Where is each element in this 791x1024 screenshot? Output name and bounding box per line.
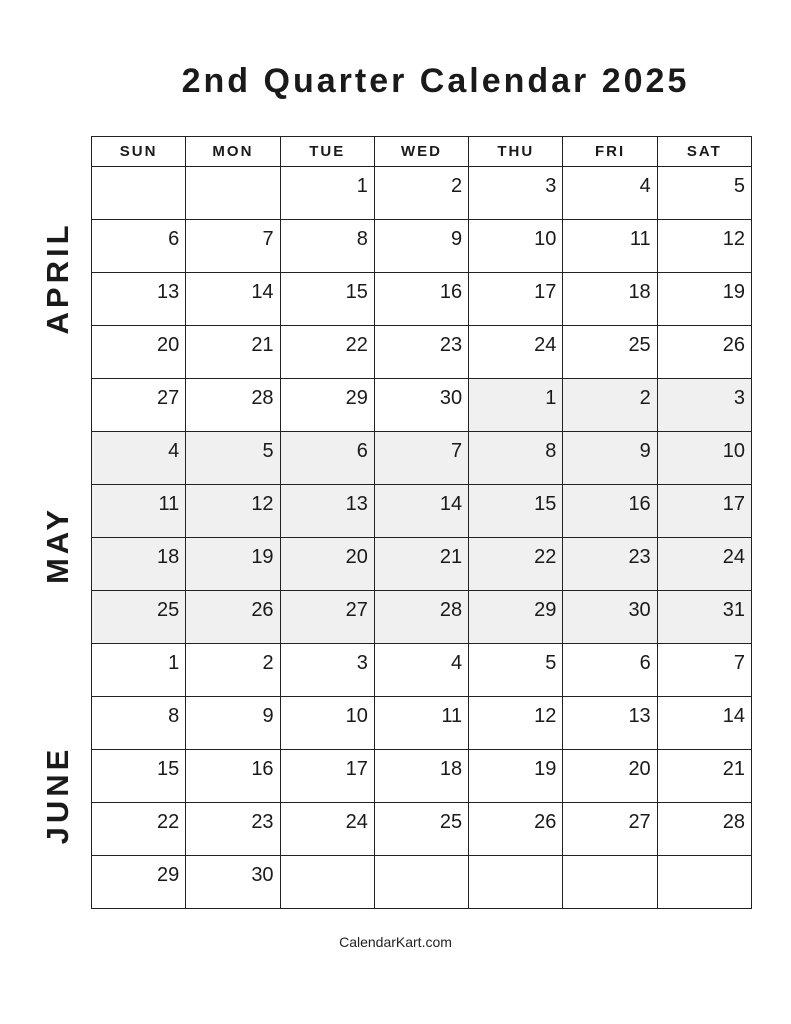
day-number: 27 xyxy=(628,811,651,833)
day-number: 3 xyxy=(356,652,368,674)
day-number: 30 xyxy=(251,864,274,886)
day-number: 24 xyxy=(722,546,745,568)
day-number: 17 xyxy=(345,758,368,780)
day-number: 14 xyxy=(722,705,745,727)
day-cell xyxy=(280,591,374,644)
day-cell xyxy=(374,220,468,273)
day-number: 18 xyxy=(628,281,651,303)
day-cell xyxy=(563,432,657,485)
day-number: 26 xyxy=(722,334,745,356)
footer-credit: CalendarKart.com xyxy=(339,934,452,950)
day-number: 17 xyxy=(534,281,557,303)
day-number: 2 xyxy=(451,175,463,197)
day-cell xyxy=(657,538,751,591)
day-number: 19 xyxy=(534,758,557,780)
day-number: 24 xyxy=(534,334,557,356)
day-number: 29 xyxy=(157,864,180,886)
day-cell xyxy=(280,432,374,485)
day-number: 2 xyxy=(262,652,274,674)
day-number: 25 xyxy=(628,334,651,356)
day-number: 11 xyxy=(441,705,463,727)
week-row xyxy=(92,803,752,856)
day-cell xyxy=(374,432,468,485)
day-cell xyxy=(469,697,563,750)
day-number: 4 xyxy=(639,175,651,197)
day-cell xyxy=(92,273,186,326)
week-row xyxy=(92,485,752,538)
weekday-header-wed: WED xyxy=(374,137,468,167)
day-number xyxy=(186,167,279,175)
day-cell xyxy=(280,697,374,750)
day-cell xyxy=(92,538,186,591)
day-number xyxy=(469,856,562,864)
day-cell xyxy=(92,326,186,379)
day-number: 22 xyxy=(345,334,368,356)
day-number: 25 xyxy=(439,811,463,833)
day-number: 2 xyxy=(639,387,651,409)
day-cell xyxy=(186,644,280,697)
day-number: 1 xyxy=(168,652,180,674)
day-cell xyxy=(657,803,751,856)
day-number: 28 xyxy=(722,811,745,833)
day-cell xyxy=(280,273,374,326)
day-number: 16 xyxy=(439,281,463,303)
day-cell xyxy=(469,591,563,644)
day-cell xyxy=(469,379,563,432)
day-number: 30 xyxy=(439,387,463,409)
day-cell xyxy=(563,591,657,644)
page-title: 2nd Quarter Calendar 2025 xyxy=(181,62,690,100)
day-number xyxy=(375,856,468,864)
day-number: 12 xyxy=(722,228,745,250)
day-cell xyxy=(280,379,374,432)
week-row xyxy=(92,167,752,220)
day-number: 19 xyxy=(722,281,745,303)
day-cell xyxy=(657,750,751,803)
day-number: 11 xyxy=(158,493,180,515)
day-cell xyxy=(92,644,186,697)
weekday-header-thu: THU xyxy=(469,137,563,167)
day-cell xyxy=(374,379,468,432)
day-cell xyxy=(186,326,280,379)
week-row xyxy=(92,432,752,485)
day-number: 23 xyxy=(439,334,463,356)
day-cell xyxy=(563,167,657,220)
day-number: 14 xyxy=(439,493,463,515)
day-cell xyxy=(374,167,468,220)
weekday-header-sat: SAT xyxy=(657,137,751,167)
day-cell xyxy=(469,326,563,379)
day-cell xyxy=(563,220,657,273)
day-cell xyxy=(186,591,280,644)
day-cell xyxy=(657,167,751,220)
day-cell xyxy=(280,803,374,856)
day-number: 22 xyxy=(534,546,557,568)
day-number: 9 xyxy=(451,228,463,250)
week-row xyxy=(92,644,752,697)
day-cell xyxy=(280,485,374,538)
day-cell xyxy=(563,379,657,432)
day-number: 5 xyxy=(545,652,557,674)
day-number: 10 xyxy=(722,440,745,462)
weekday-header-mon: MON xyxy=(186,137,280,167)
day-cell xyxy=(563,538,657,591)
day-cell xyxy=(657,326,751,379)
week-row xyxy=(92,697,752,750)
day-cell xyxy=(657,591,751,644)
day-cell xyxy=(186,750,280,803)
day-cell xyxy=(563,750,657,803)
day-cell xyxy=(563,697,657,750)
day-number: 29 xyxy=(345,387,368,409)
day-cell xyxy=(657,485,751,538)
day-cell xyxy=(92,432,186,485)
day-cell xyxy=(469,273,563,326)
day-cell xyxy=(374,538,468,591)
calendar-grid xyxy=(91,136,752,909)
day-cell xyxy=(92,591,186,644)
day-number: 27 xyxy=(345,599,368,621)
month-label-june: JUNE xyxy=(40,745,75,845)
day-cell xyxy=(280,167,374,220)
day-cell xyxy=(92,856,186,909)
month-label-april: APRIL xyxy=(40,221,75,335)
day-number xyxy=(563,856,656,864)
day-cell xyxy=(657,432,751,485)
day-cell xyxy=(186,803,280,856)
day-number: 3 xyxy=(733,387,745,409)
day-number: 6 xyxy=(639,652,651,674)
day-number: 10 xyxy=(534,228,557,250)
day-cell xyxy=(469,856,563,909)
week-row xyxy=(92,591,752,644)
day-number: 23 xyxy=(628,546,651,568)
day-cell xyxy=(280,220,374,273)
day-number: 15 xyxy=(345,281,368,303)
day-number: 7 xyxy=(451,440,463,462)
day-cell xyxy=(186,273,280,326)
day-cell xyxy=(563,803,657,856)
day-cell xyxy=(280,538,374,591)
weekday-header-tue: TUE xyxy=(280,137,374,167)
day-number: 28 xyxy=(439,599,463,621)
week-row xyxy=(92,856,752,909)
day-number: 25 xyxy=(157,599,180,621)
day-number: 1 xyxy=(545,387,557,409)
day-number: 14 xyxy=(251,281,274,303)
day-number: 9 xyxy=(639,440,651,462)
day-cell xyxy=(92,220,186,273)
day-cell xyxy=(374,485,468,538)
day-number: 15 xyxy=(157,758,180,780)
day-number: 8 xyxy=(545,440,557,462)
day-cell xyxy=(186,856,280,909)
day-number: 13 xyxy=(628,705,651,727)
day-cell xyxy=(563,326,657,379)
day-number: 5 xyxy=(262,440,274,462)
day-number: 18 xyxy=(439,758,463,780)
day-number: 29 xyxy=(534,599,557,621)
day-cell xyxy=(657,220,751,273)
day-cell xyxy=(657,379,751,432)
day-cell xyxy=(374,273,468,326)
day-cell xyxy=(657,273,751,326)
day-number: 13 xyxy=(345,493,368,515)
day-number: 7 xyxy=(733,652,745,674)
week-row xyxy=(92,273,752,326)
day-number: 24 xyxy=(345,811,368,833)
day-cell xyxy=(186,485,280,538)
day-number: 18 xyxy=(157,546,180,568)
day-number: 21 xyxy=(722,758,745,780)
day-cell xyxy=(469,644,563,697)
day-number: 20 xyxy=(345,546,368,568)
day-number: 12 xyxy=(251,493,274,515)
week-row xyxy=(92,379,752,432)
day-cell xyxy=(186,538,280,591)
day-cell xyxy=(92,803,186,856)
day-cell xyxy=(469,485,563,538)
day-number: 7 xyxy=(262,228,274,250)
day-number: 21 xyxy=(251,334,274,356)
day-cell xyxy=(92,379,186,432)
weekday-header-row xyxy=(92,137,752,167)
day-cell xyxy=(469,167,563,220)
day-number: 10 xyxy=(345,705,368,727)
day-number: 22 xyxy=(157,811,180,833)
day-cell xyxy=(280,856,374,909)
day-number: 13 xyxy=(157,281,180,303)
day-cell xyxy=(92,697,186,750)
week-row xyxy=(92,220,752,273)
day-number: 6 xyxy=(168,228,180,250)
day-number: 19 xyxy=(251,546,274,568)
day-number: 31 xyxy=(722,599,745,621)
day-cell xyxy=(657,856,751,909)
day-cell xyxy=(469,432,563,485)
day-number: 8 xyxy=(168,705,180,727)
day-number: 30 xyxy=(628,599,651,621)
day-cell xyxy=(563,273,657,326)
day-number: 8 xyxy=(356,228,368,250)
day-cell xyxy=(374,644,468,697)
day-number: 1 xyxy=(356,175,368,197)
day-cell xyxy=(186,220,280,273)
day-cell xyxy=(469,750,563,803)
day-cell xyxy=(374,856,468,909)
day-number xyxy=(92,167,185,175)
day-cell xyxy=(374,697,468,750)
day-number: 17 xyxy=(722,493,745,515)
weekday-header-sun: SUN xyxy=(92,137,186,167)
week-row xyxy=(92,326,752,379)
day-number: 23 xyxy=(251,811,274,833)
day-number xyxy=(658,856,751,864)
day-cell xyxy=(469,220,563,273)
day-number: 27 xyxy=(157,387,180,409)
day-cell xyxy=(374,326,468,379)
week-row xyxy=(92,750,752,803)
day-cell xyxy=(92,750,186,803)
day-number: 16 xyxy=(628,493,651,515)
day-number: 26 xyxy=(251,599,274,621)
day-cell xyxy=(563,485,657,538)
weekday-header-fri: FRI xyxy=(563,137,657,167)
month-label-may: MAY xyxy=(40,505,75,585)
day-cell xyxy=(469,538,563,591)
day-number: 15 xyxy=(534,493,557,515)
day-number: 20 xyxy=(157,334,180,356)
day-cell xyxy=(469,803,563,856)
day-number: 3 xyxy=(545,175,557,197)
day-cell xyxy=(563,644,657,697)
day-cell xyxy=(92,485,186,538)
day-cell xyxy=(657,644,751,697)
day-cell xyxy=(186,379,280,432)
day-cell xyxy=(280,644,374,697)
day-cell xyxy=(186,432,280,485)
day-number: 5 xyxy=(733,175,745,197)
day-number: 21 xyxy=(439,546,463,568)
day-cell xyxy=(657,697,751,750)
day-cell xyxy=(374,750,468,803)
day-cell xyxy=(374,803,468,856)
day-cell xyxy=(92,167,186,220)
day-number: 12 xyxy=(534,705,557,727)
day-cell xyxy=(280,750,374,803)
day-number xyxy=(281,856,374,864)
day-number: 26 xyxy=(534,811,557,833)
day-number: 9 xyxy=(262,705,274,727)
day-cell xyxy=(186,697,280,750)
day-number: 4 xyxy=(168,440,180,462)
day-number: 20 xyxy=(628,758,651,780)
day-number: 6 xyxy=(356,440,368,462)
day-number: 28 xyxy=(251,387,274,409)
day-cell xyxy=(280,326,374,379)
day-cell xyxy=(186,167,280,220)
day-cell xyxy=(563,856,657,909)
day-number: 11 xyxy=(629,228,651,250)
week-row xyxy=(92,538,752,591)
day-number: 4 xyxy=(451,652,463,674)
day-cell xyxy=(374,591,468,644)
day-number: 16 xyxy=(251,758,274,780)
